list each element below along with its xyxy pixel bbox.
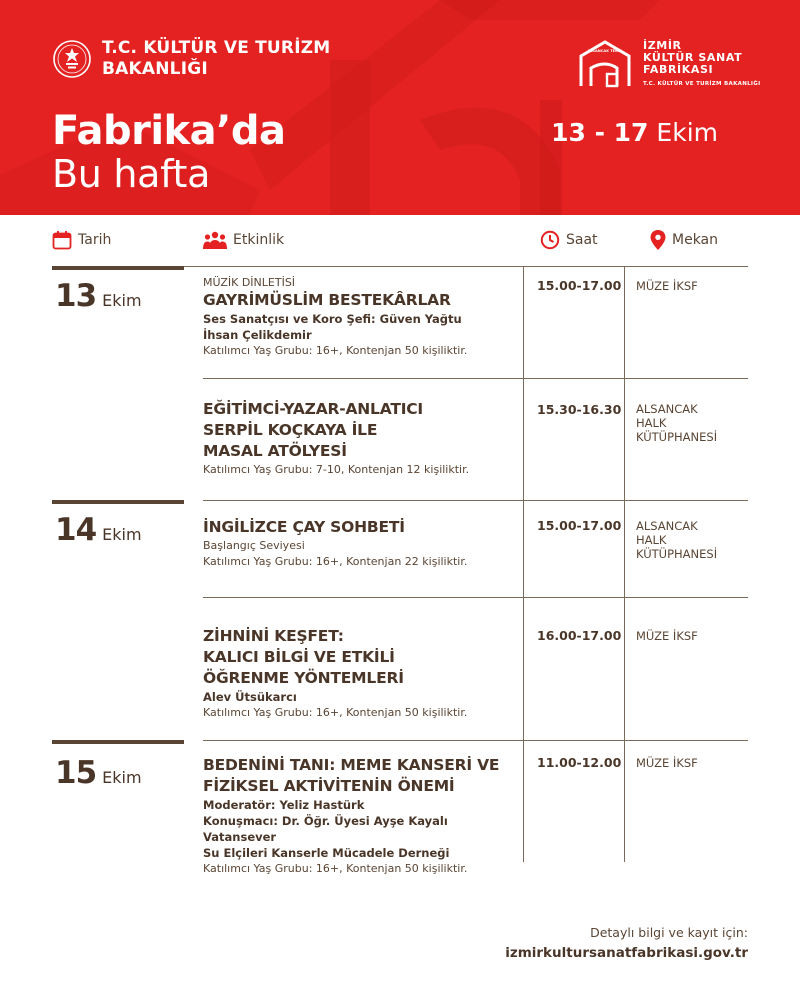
day-month: Ekim — [102, 525, 142, 544]
day-separator — [52, 740, 184, 744]
iksf-name-line3: FABRİKASI — [643, 63, 714, 76]
row-divider — [203, 500, 748, 501]
row-divider — [203, 597, 748, 598]
event-capacity: Katılımcı Yaş Grubu: 16+, Kontenjan 50 kişiliktir. — [203, 862, 468, 875]
event-time: 15.00-17.00 — [537, 278, 622, 293]
day-label — [55, 755, 142, 791]
event-speaker: Ses Sanatçısı ve Koro Şefi: Güven Yağtu — [203, 312, 462, 326]
event-venue: MÜZE İKSF — [636, 756, 698, 770]
event-title: ZİHNİNİ KEŞFET: — [203, 627, 344, 645]
column-header-event-label: Etkinlik — [233, 232, 285, 248]
event-title: MASAL ATÖLYESİ — [203, 442, 347, 460]
event-venue: ALSANCAK HALK KÜTÜPHANESİ — [636, 519, 718, 561]
factory-logo-icon — [577, 38, 633, 90]
column-header-time-label: Saat — [566, 232, 598, 248]
event-title: KALICI BİLGİ VE ETKİLİ — [203, 648, 395, 666]
clock-icon — [540, 230, 560, 250]
date-range-month: Ekim — [656, 118, 718, 147]
event-venue: ALSANCAK HALK KÜTÜPHANESİ — [636, 402, 718, 444]
event-moderator: Moderatör: Yeliz Hastürk — [203, 798, 365, 812]
event-capacity: Katılımcı Yaş Grubu: 16+, Kontenjan 50 kişiliktir. — [203, 706, 468, 719]
ministry-logo-block — [52, 38, 330, 80]
week-date-range — [551, 118, 718, 148]
iksf-name-line1: İZMİR — [643, 39, 682, 52]
ministry-emblem-icon — [52, 39, 92, 79]
map-pin-icon — [650, 230, 666, 250]
event-title: SERPİL KOÇKAYA İLE — [203, 421, 378, 439]
day-number: 14 — [55, 512, 97, 548]
footer-info-text: Detaylı bilgi ve kayıt için: — [590, 925, 748, 940]
event-category: MÜZİK DİNLETİSİ — [203, 276, 296, 289]
ministry-name-line1: T.C. KÜLTÜR VE TURİZM — [102, 38, 331, 58]
row-divider — [203, 740, 748, 741]
event-title: GAYRİMÜSLİM BESTEKÂRLAR — [203, 291, 451, 309]
event-entry — [203, 276, 523, 359]
event-time: 15.30-16.30 — [537, 402, 622, 417]
event-time: 11.00-12.00 — [537, 755, 622, 770]
column-header-date — [52, 230, 111, 250]
event-venue: MÜZE İKSF — [636, 279, 698, 293]
event-speaker: İhsan Çelikdemir — [203, 328, 312, 342]
iksf-badge-text: ALSANCAK TEKEL — [587, 49, 623, 53]
calendar-icon — [52, 230, 72, 250]
column-header-venue-label: Mekan — [672, 232, 719, 248]
event-title: BEDENİNİ TANI: MEME KANSERİ VE — [203, 756, 500, 774]
people-group-icon — [203, 230, 227, 250]
page-title: Fabrika’da — [52, 108, 286, 154]
iksf-subtitle: T.C. KÜLTÜR VE TURİZM BAKANLIĞI — [643, 81, 761, 87]
time-column-divider — [523, 266, 524, 862]
day-label — [55, 278, 142, 314]
event-speaker: Konuşmacı: Dr. Öğr. Üyesi Ayşe Kayalı Vatansever — [203, 814, 448, 844]
column-header-time — [540, 230, 598, 250]
day-month: Ekim — [102, 768, 142, 787]
event-venue: MÜZE İKSF — [636, 629, 698, 643]
day-number: 13 — [55, 278, 97, 314]
event-entry — [203, 399, 523, 478]
date-range-days: 13 - 17 — [551, 118, 649, 147]
iksf-name-line2: KÜLTÜR SANAT — [643, 51, 743, 64]
event-time: 16.00-17.00 — [537, 628, 622, 643]
column-header-date-label: Tarih — [78, 232, 112, 248]
event-title: İNGİLİZCE ÇAY SOHBETİ — [203, 518, 405, 536]
event-entry — [203, 755, 523, 877]
event-title: FİZİKSEL AKTİVİTENİN ÖNEMİ — [203, 777, 455, 795]
column-header-event — [203, 230, 284, 250]
day-month: Ekim — [102, 291, 142, 310]
day-number: 15 — [55, 755, 97, 791]
event-entry — [203, 517, 523, 570]
column-header-venue — [650, 230, 718, 250]
event-time: 15.00-17.00 — [537, 518, 622, 533]
event-organization: Su Elçileri Kanserle Mücadele Derneği — [203, 846, 450, 860]
day-separator — [52, 266, 184, 270]
event-entry — [203, 626, 523, 721]
header-banner — [0, 0, 800, 215]
footer-website-link[interactable]: izmirkultursanatfabrikasi.gov.tr — [505, 945, 748, 961]
row-divider — [203, 378, 748, 379]
day-separator — [52, 500, 184, 504]
event-capacity: Katılımcı Yaş Grubu: 16+, Kontenjan 22 kişiliktir. — [203, 555, 468, 568]
event-title: ÖĞRENME YÖNTEMLERİ — [203, 669, 404, 687]
event-capacity: Katılımcı Yaş Grubu: 7-10, Kontenjan 12 kişiliktir. — [203, 463, 470, 476]
iksf-logo-block — [577, 38, 760, 90]
event-speaker: Alev Ütsükarcı — [203, 690, 297, 704]
event-title: EĞİTİMCİ-YAZAR-ANLATICI — [203, 400, 423, 418]
ministry-name-line2: BAKANLIĞI — [102, 59, 208, 79]
venue-column-divider — [624, 266, 625, 862]
day-label — [55, 512, 142, 548]
event-level: Başlangıç Seviyesi — [203, 539, 305, 552]
event-capacity: Katılımcı Yaş Grubu: 16+, Kontenjan 50 kişiliktir. — [203, 344, 468, 357]
page-subtitle: Bu hafta — [52, 152, 211, 196]
